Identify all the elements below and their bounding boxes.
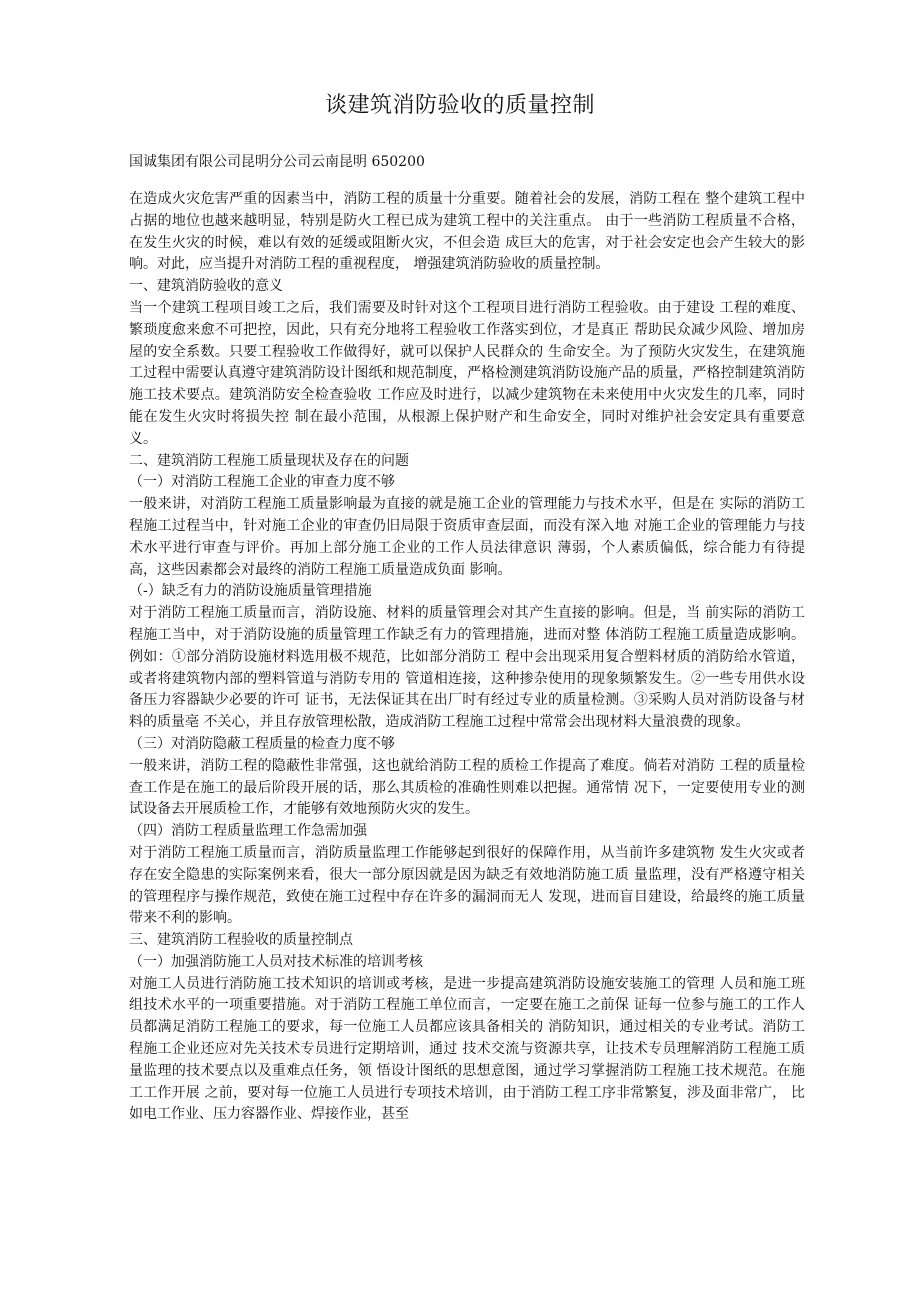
subsection-heading: （三）对消防隐蔽工程质量的检查力度不够 xyxy=(129,735,395,752)
document-body xyxy=(129,189,805,1126)
subsection-heading: （-）缺乏有力的消防设施质量管理措施 xyxy=(129,583,372,600)
paragraph: 对于消防工程施工质量而言，消防质量监理工作能够起到很好的保障作用，从当前许多建筑物 发生火灾或者存在安全隐患的实际案例来看，很大一部分原因就是因为缺乏有效地消防施工质 量监理，没有严格遵守相关的管理程序与操作规范，致使在施工过程中存在许多的漏洞而无人 发现，进而盲目建设，给最终的施工质量带来不利的影响。 xyxy=(129,844,805,927)
section-heading-2: 二、建筑消防工程施工质量现状及存在的问题 xyxy=(129,452,409,469)
section-heading-3: 三、建筑消防工程验收的质量控制点 xyxy=(129,932,353,949)
subsection-heading: （四）消防工程质量监理工作急需加强 xyxy=(129,823,367,840)
author-affiliation: 国诚集团有限公司昆明分公司云南昆明 650200 xyxy=(129,154,425,170)
paragraph: 对施工人员进行消防施工技术知识的培训或考核，是进一步提高建筑消防设施安装施工的管理 人员和施工班组技术水平的一项重要措施。对于消防工程施工单位而言，一定要在施工之前保 证每一位参与施工的工作人员都满足消防工程施工的要求，每一位施工人员都应该具备相关的 消防知识，通过相关的专业考试。消防工程施工企业还应对先关技术专员进行定期培训，通过 技术交流与资源共享，让技术专员理解消防工程施工质量监理的技术要点以及重难点任务，领 悟设计图纸的思想意图，通过学习掌握消防工程施工技术规范。在施工工作开展 之前，要对每一位施工人员进行专项技术培训，由于消防工程工序非常繁复，涉及面非常广， 比如电工作业、压力容器作业、焊接作业，甚至 xyxy=(129,975,805,1123)
subsection-heading: （一）对消防工程施工企业的审查力度不够 xyxy=(129,474,395,491)
paragraph: 当一个建筑工程项目竣工之后，我们需要及时针对这个工程项目进行消防工程验收。由于建设 工程的难度、繁琐度愈来愈不可把控，因此，只有充分地将工程验收工作落实到位，才是真正 帮助民众减少风险、增加房屋的安全系数。只要工程验收工作做得好，就可以保护人民群众的 生命安全。为了预防火灾发生，在建筑施工过程中需要认真遵守建筑消防设计图纸和规范制度，严格检测建筑消防设施产品的质量，严格控制建筑消防施工技术要点。建筑消防安全检查验收 工作应及时进行，以减少建筑物在未来使用中火灾发生的几率，同时能在发生火灾时将损失控 制在最小范围，从根源上保护财产和生命安全，同时对维护社会安定具有重要意义。 xyxy=(129,299,805,447)
paragraph: 一般来讲，消防工程的隐蔽性非常强，这也就给消防工程的质检工作提高了难度。倘若对消防 工程的质量检查工作是在施工的最后阶段开展的话，那么其质检的准确性则难以把握。通常情 况下，一定要使用专业的测试设备去开展质检工作，才能够有效地预防火灾的发生。 xyxy=(129,757,805,818)
paragraph-intro: 在造成火灾危害严重的因素当中，消防工程的质量十分重要。随着社会的发展，消防工程在 整个建筑工程中占据的地位也越来越明显，特别是防火工程已成为建筑工程中的关注重点。 由于一些消防工程质量不合格，在发生火灾的时候，难以有效的延缓或阻断火灾，不但会造 成巨大的危害，对于社会安定也会产生较大的影响。对此，应当提升对消防工程的重视程度， 增强建筑消防验收的质量控制。 xyxy=(129,191,805,273)
paragraph: 对于消防工程施工质量而言，消防设施、材料的质量管理会对其产生直接的影响。但是，当 前实际的消防工程施工当中，对于消防设施的质量管理工作缺乏有力的管理措施，进而对整 体消防工程施工质量造成影响。例如：①部分消防设施材料选用极不规范，比如部分消防工 程中会出现采用复合塑料材质的消防给水管道，或者将建筑物内部的塑料管道与消防专用的 管道相连接，这种掺杂使用的现象频繁发生。②一些专用供水设备压力容器缺少必要的许可 证书，无法保证其在出厂时有经过专业的质量检测。③采购人员对消防设备与材料的质量亳 不关心，并且存放管理松散，造成消防工程施工过程中常常会出现材料大量浪费的现象。 xyxy=(129,605,805,731)
subsection-heading: （一）加强消防施工人员对技术标准的培训考核 xyxy=(129,953,423,970)
section-heading-1: 一、建筑消防验收的意义 xyxy=(129,278,283,295)
paragraph: 一般来讲，对消防工程施工质量影响最为直接的就是施工企业的管理能力与技术水平，但是在 实际的消防工程施工过程当中，针对施工企业的审查仍旧局限于资质审查层面，而没有深入地 对施工企业的管理能力与技术水平进行审查与评价。再加上部分施工企业的工作人员法律意识 薄弱，个人素质偏低，综合能力有待提高，这些因素都会对最终的消防工程施工质量造成负面 影响。 xyxy=(129,496,805,578)
document-title: 谈建筑消防验收的质量控制 xyxy=(324,93,595,118)
